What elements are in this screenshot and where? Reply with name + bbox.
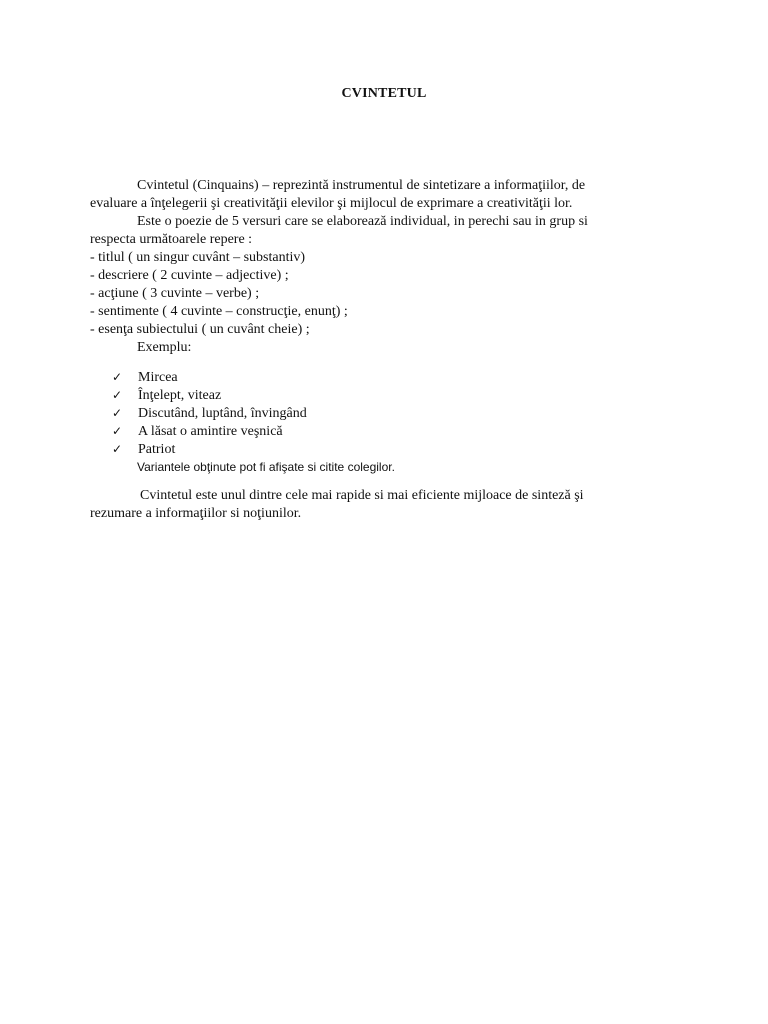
example-list-item: [112, 440, 175, 459]
checkmark-icon: ✓: [112, 406, 123, 420]
example-text: A lăsat o amintire veşnică: [138, 424, 283, 439]
conclusion-line2: rezumare a informaţiilor si noţiunilor.: [90, 506, 302, 521]
page-title: CVINTETUL: [341, 86, 427, 101]
checkmark-icon: ✓: [112, 370, 123, 384]
conclusion-line1: Cvintetul este unul dintre cele mai rapide si mai eficiente mijloace de sinteză şi: [140, 488, 584, 503]
paragraph2-line2: respecta următoarele repere :: [90, 232, 253, 247]
checkmark-icon: ✓: [112, 388, 123, 402]
example-text: Înţelept, viteaz: [138, 388, 222, 403]
example-list-item: [112, 368, 178, 387]
example-note: Variantele obţinute pot fi afişate si citite colegilor.: [137, 460, 395, 474]
paragraph1-line1: Cvintetul (Cinquains) – reprezintă instrumentul de sintetizare a informaţiilor, de: [137, 178, 586, 193]
rule-item: - esenţa subiectului ( un cuvânt cheie) ;: [90, 322, 310, 337]
example-text: Discutând, luptând, învingând: [138, 406, 307, 421]
paragraph1-line2: evaluare a înţelegerii şi creativităţii elevilor şi mijlocul de exprimare a creativităţii lor.: [90, 196, 573, 211]
example-label: Exemplu:: [137, 340, 192, 355]
rule-item: - sentimente ( 4 cuvinte – construcţie, enunţ) ;: [90, 304, 348, 319]
paragraph2-line1: Este o poezie de 5 versuri care se elaborează individual, in perechi sau in grup si: [137, 214, 588, 229]
rule-item: - titlul ( un singur cuvânt – substantiv): [90, 250, 306, 265]
example-list-item: [112, 386, 221, 405]
example-list-item: [112, 422, 283, 441]
example-list-item: [112, 404, 307, 423]
rule-item: - acţiune ( 3 cuvinte – verbe) ;: [90, 286, 260, 301]
checkmark-icon: ✓: [112, 424, 123, 438]
checkmark-icon: ✓: [112, 442, 123, 456]
rule-item: - descriere ( 2 cuvinte – adjective) ;: [90, 268, 289, 283]
example-text: Mircea: [138, 370, 178, 385]
example-text: Patriot: [138, 442, 176, 457]
